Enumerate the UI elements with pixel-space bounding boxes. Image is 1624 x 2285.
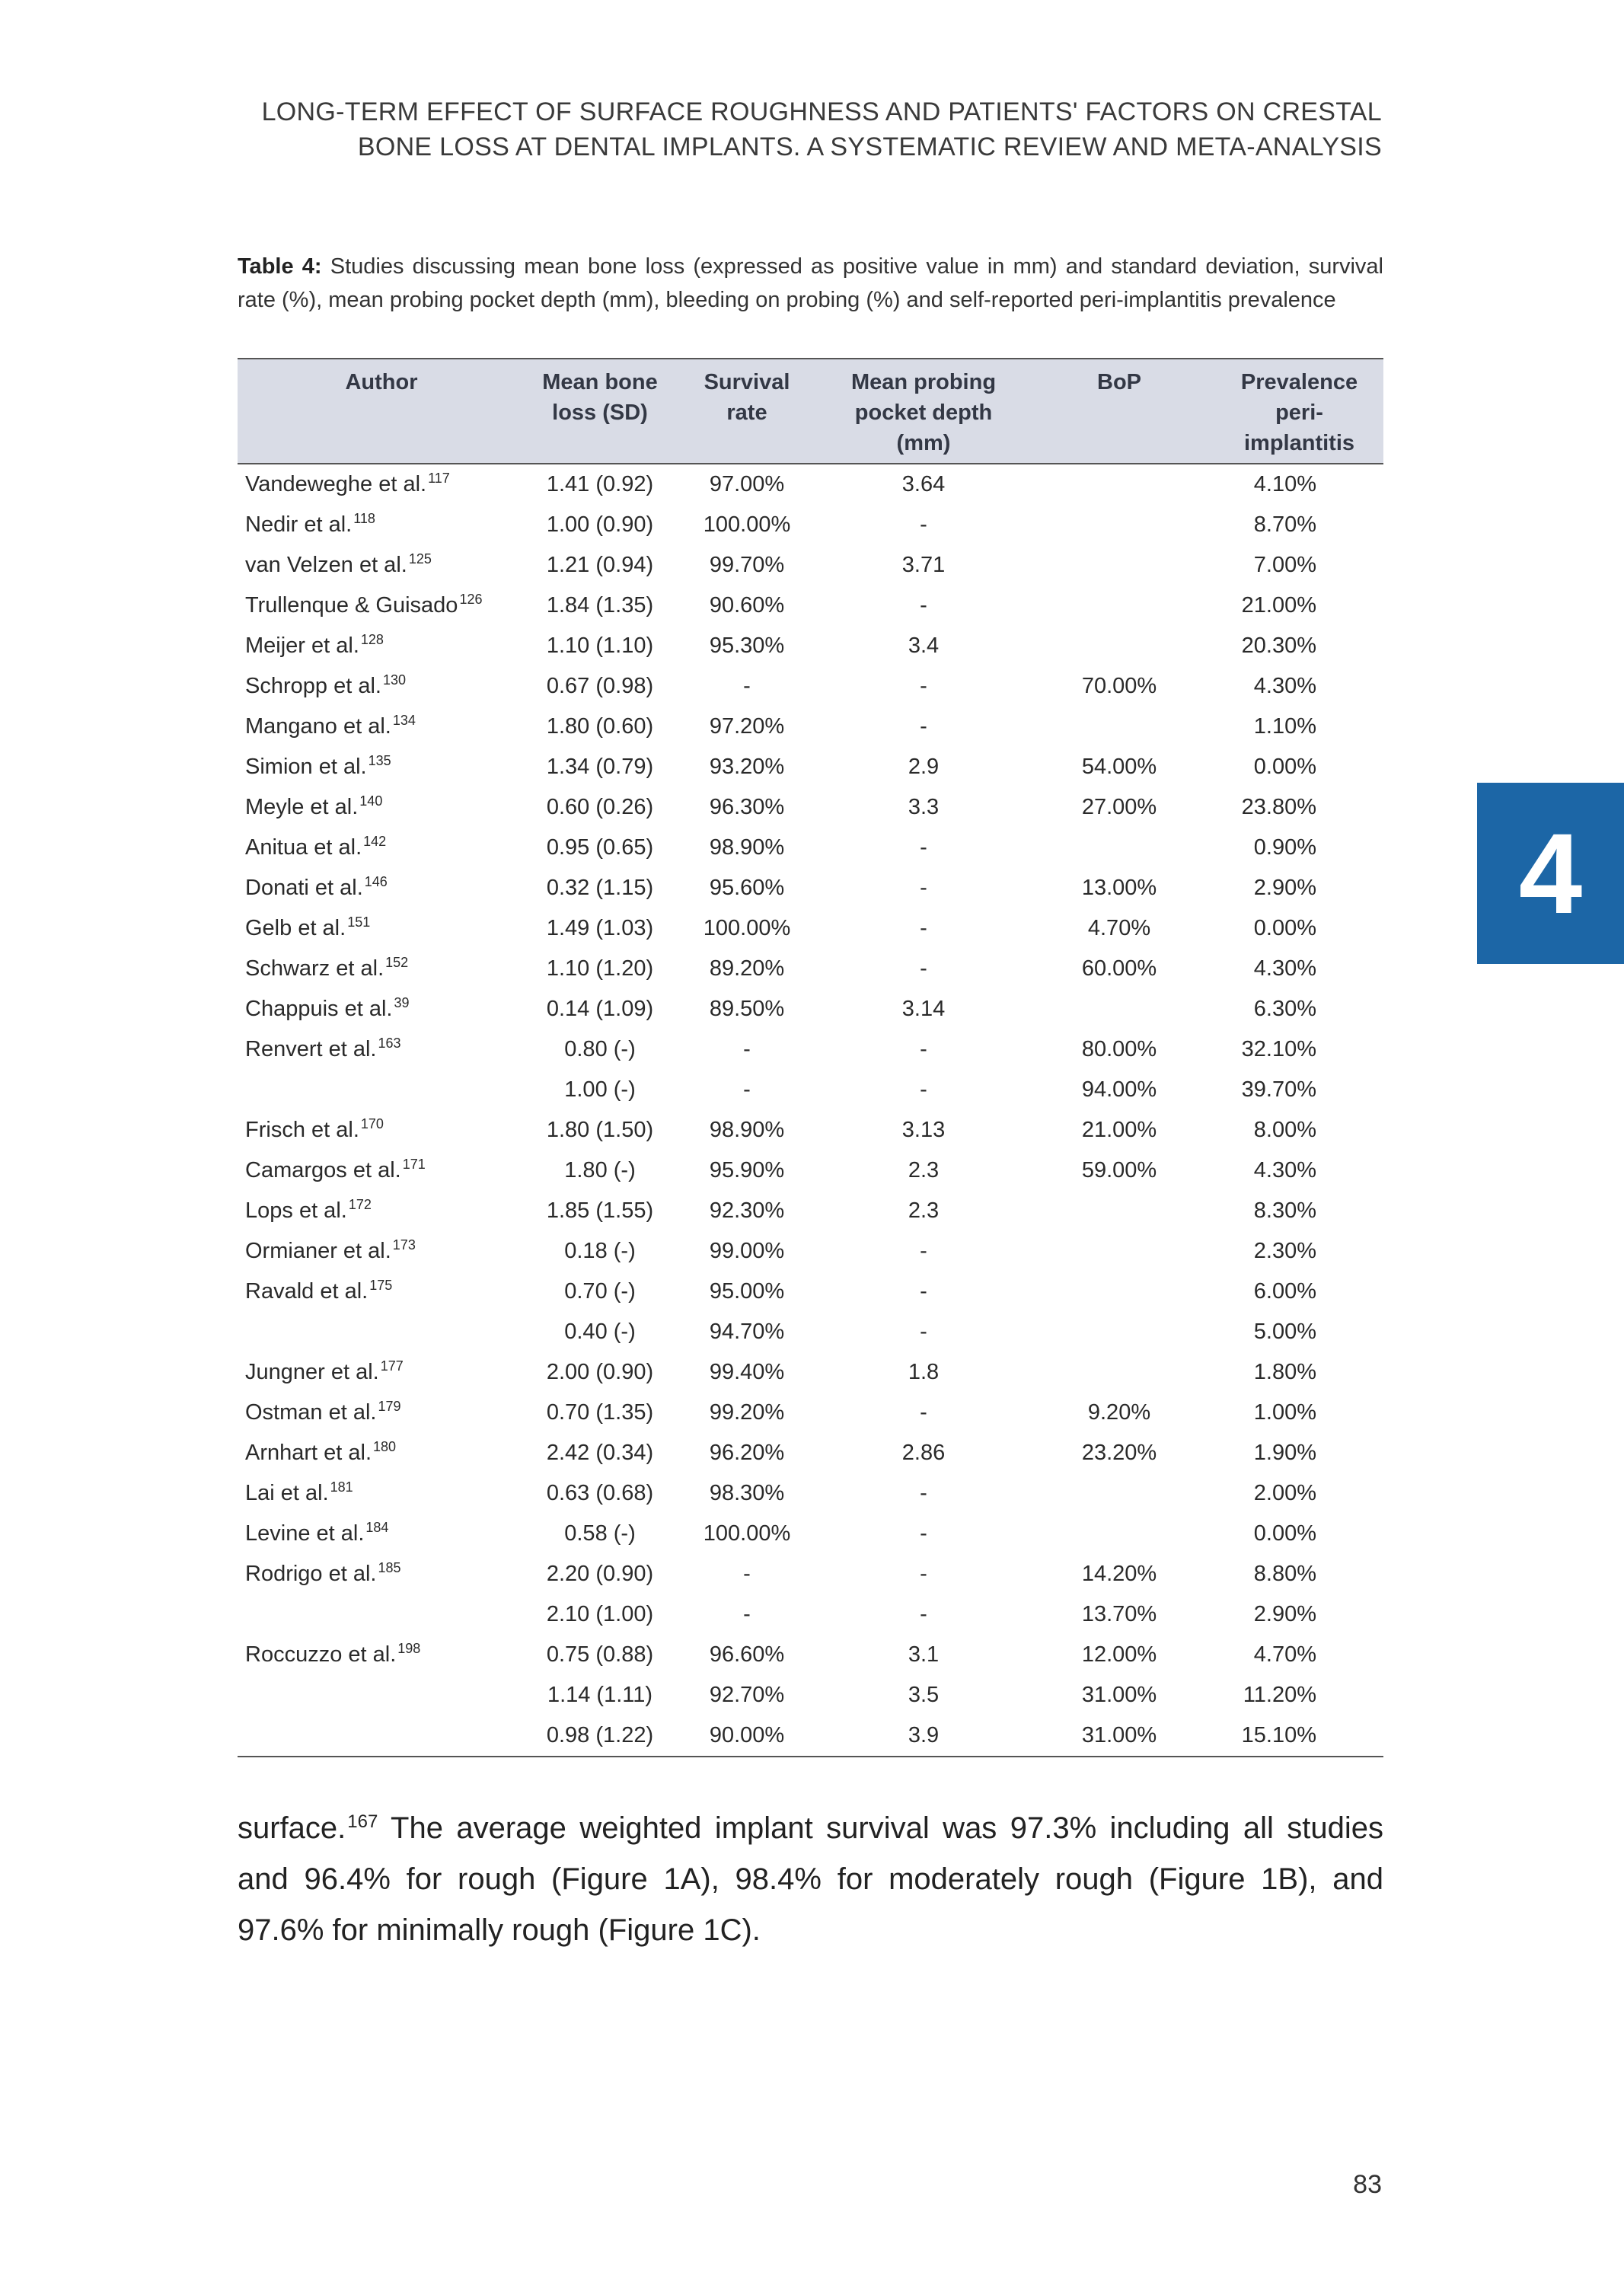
- cell-bop: 54.00%: [1081, 755, 1157, 779]
- cell-survival-rate: 99.20%: [709, 1400, 785, 1425]
- reference-number: 185: [378, 1560, 401, 1576]
- cell-prevalence: 21.00%: [1241, 593, 1316, 618]
- cell-survival-rate: 98.90%: [709, 835, 785, 860]
- cell-bop: [1023, 1352, 1215, 1393]
- cell-mean-bone-loss: 0.40 (-): [564, 1320, 636, 1344]
- cell-mean-bone-loss: 1.34 (0.79): [546, 755, 654, 779]
- cell-author: Simion et al. $^{135}$: [245, 753, 391, 779]
- cell-bop: 59.00%: [1081, 1158, 1157, 1182]
- table-row: [238, 1110, 1383, 1150]
- cell-prevalence: 1.90%: [1253, 1441, 1316, 1465]
- cell-author: Ormianer et al. $^{173}$: [245, 1237, 416, 1263]
- cell-survival-rate: -: [743, 1077, 751, 1102]
- table-row: [238, 1594, 1383, 1635]
- cell-prevalence: 1.80%: [1253, 1360, 1316, 1384]
- chapter-tab: 4: [1477, 783, 1624, 964]
- reference-number: 198: [397, 1641, 421, 1657]
- cell-probing-depth: -: [920, 876, 927, 900]
- cell-bop: 80.00%: [1081, 1037, 1157, 1061]
- cell-survival-rate: 96.20%: [709, 1441, 785, 1465]
- cell-survival-rate: 96.30%: [709, 795, 785, 819]
- cell-mean-bone-loss: 0.98 (1.22): [530, 1715, 670, 1757]
- cell-probing-depth: -: [920, 1279, 927, 1304]
- cell-survival-rate: 97.20%: [709, 714, 785, 739]
- cell-author: Chappuis et al. $^{39}$: [245, 995, 410, 1021]
- cell-survival-rate: 97.00%: [709, 472, 785, 496]
- cell-probing-depth: -: [920, 1320, 927, 1344]
- cell-prevalence: 8.70%: [1253, 512, 1316, 537]
- reference-number: 172: [348, 1197, 372, 1213]
- table-row: [238, 1393, 1383, 1433]
- cell-probing-depth: 3.3: [908, 795, 940, 819]
- table-row: [238, 1231, 1383, 1272]
- table-row: [238, 1514, 1383, 1554]
- cell-bop: [1023, 1231, 1215, 1272]
- header-mean-bone-loss: Mean bone loss (SD): [530, 359, 670, 464]
- table-row: [238, 787, 1383, 828]
- cell-mean-bone-loss: 0.63 (0.68): [546, 1481, 654, 1505]
- cell-mean-bone-loss: 0.70 (-): [564, 1279, 636, 1304]
- reference-number: 152: [385, 955, 409, 971]
- cell-bop: 9.20%: [1087, 1400, 1151, 1425]
- cell-survival-rate: 96.60%: [709, 1642, 785, 1667]
- cell-survival-rate: 93.20%: [709, 755, 785, 779]
- table-row: [238, 868, 1383, 908]
- cell-prevalence: 6.30%: [1253, 997, 1316, 1021]
- cell-probing-depth: -: [920, 1602, 927, 1626]
- cell-bop: 13.70%: [1081, 1602, 1157, 1626]
- cell-author: Lai et al. $^{181}$: [245, 1479, 353, 1505]
- cell-survival-rate: 99.70%: [709, 553, 785, 577]
- cell-mean-bone-loss: 0.95 (0.65): [546, 835, 654, 860]
- table-row: [238, 464, 1383, 505]
- cell-probing-depth: 2.9: [908, 755, 940, 779]
- table-row: [238, 545, 1383, 586]
- table-row: [238, 747, 1383, 787]
- table-row: [238, 908, 1383, 949]
- table-row: [238, 1029, 1383, 1070]
- cell-bop: 31.00%: [1023, 1715, 1215, 1757]
- cell-probing-depth: -: [920, 1077, 927, 1102]
- cell-survival-rate: 98.30%: [709, 1481, 785, 1505]
- header-author: Author: [238, 359, 530, 464]
- cell-author: [238, 1675, 530, 1715]
- cell-author: [238, 1594, 530, 1635]
- cell-prevalence: 1.00%: [1253, 1400, 1316, 1425]
- cell-prevalence: 6.00%: [1253, 1279, 1316, 1304]
- reference-number: 163: [378, 1036, 401, 1052]
- cell-probing-depth: -: [920, 674, 927, 698]
- cell-survival-rate: 95.30%: [709, 633, 785, 658]
- cell-mean-bone-loss: 1.00 (-): [564, 1077, 636, 1102]
- cell-prevalence: 8.80%: [1253, 1562, 1316, 1586]
- cell-mean-bone-loss: 1.14 (1.11): [547, 1683, 653, 1707]
- cell-mean-bone-loss: 1.49 (1.03): [546, 916, 654, 940]
- cell-prevalence: 20.30%: [1241, 633, 1316, 658]
- reference-number: 135: [368, 753, 391, 769]
- cell-prevalence: 4.70%: [1253, 1642, 1316, 1667]
- reference-number: 179: [378, 1399, 401, 1415]
- cell-author: Schropp et al. $^{130}$: [245, 672, 406, 698]
- cell-bop: [1023, 545, 1215, 586]
- cell-survival-rate: 92.30%: [709, 1198, 785, 1223]
- cell-survival-rate: 89.20%: [709, 956, 785, 981]
- table-row: [238, 1352, 1383, 1393]
- cell-survival-rate: -: [743, 1037, 751, 1061]
- cell-bop: 21.00%: [1081, 1118, 1157, 1142]
- cell-probing-depth: -: [920, 1400, 927, 1425]
- cell-probing-depth: 3.14: [901, 997, 946, 1021]
- cell-bop: [1023, 989, 1215, 1029]
- cell-prevalence: 4.30%: [1253, 674, 1316, 698]
- reference-number: 130: [382, 672, 406, 688]
- cell-mean-bone-loss: 1.84 (1.35): [546, 593, 654, 618]
- cell-author: Meyle et al. $^{140}$: [245, 793, 383, 819]
- cell-survival-rate: -: [743, 674, 751, 698]
- cell-probing-depth: 2.3: [908, 1198, 940, 1223]
- table-row: [238, 949, 1383, 989]
- cell-prevalence: 15.10%: [1215, 1715, 1383, 1757]
- cell-bop: 12.00%: [1081, 1642, 1157, 1667]
- cell-mean-bone-loss: 0.32 (1.15): [546, 876, 654, 900]
- reference-number: 126: [459, 592, 483, 608]
- cell-prevalence: 7.00%: [1253, 553, 1316, 577]
- cell-survival-rate: -: [743, 1562, 751, 1586]
- running-head-line-1: LONG-TERM EFFECT OF SURFACE ROUGHNESS AND PATIENTS' FACTORS ON CRESTAL: [261, 97, 1382, 126]
- cell-mean-bone-loss: 0.80 (-): [564, 1037, 636, 1061]
- table-row: [238, 626, 1383, 666]
- page-number: 83: [1353, 2170, 1382, 2199]
- cell-survival-rate: 95.60%: [709, 876, 785, 900]
- cell-author: Ostman et al. $^{179}$: [245, 1399, 401, 1425]
- cell-author: Nedir et al. $^{118}$: [245, 511, 375, 537]
- cell-prevalence: 1.10%: [1253, 714, 1316, 739]
- cell-probing-depth: -: [920, 1037, 927, 1061]
- cell-probing-depth: 3.5: [908, 1683, 940, 1707]
- table-body: [238, 464, 1383, 1757]
- reference-number: 173: [392, 1237, 416, 1253]
- cell-probing-depth: 2.86: [901, 1441, 946, 1465]
- cell-bop: [1023, 1272, 1215, 1312]
- reference-number: 181: [330, 1479, 353, 1495]
- cell-author: Jungner et al. $^{177}$: [245, 1358, 404, 1384]
- header-prevalence: Prevalence peri- implantitis: [1215, 359, 1383, 464]
- cell-survival-rate: 92.70%: [709, 1683, 785, 1707]
- cell-survival-rate: 90.00%: [670, 1715, 824, 1757]
- cell-author: Lops et al. $^{172}$: [245, 1197, 372, 1223]
- reference-number: 134: [392, 713, 416, 729]
- cell-prevalence: 11.20%: [1243, 1683, 1316, 1707]
- cell-mean-bone-loss: 0.70 (1.35): [546, 1400, 654, 1425]
- cell-bop: [1023, 828, 1215, 868]
- table-row: [238, 1070, 1383, 1110]
- table-row: [238, 505, 1383, 545]
- cell-survival-rate: 99.40%: [709, 1360, 785, 1384]
- cell-author: Camargos et al. $^{171}$: [245, 1157, 426, 1182]
- cell-mean-bone-loss: 0.60 (0.26): [546, 795, 654, 819]
- reference-number: 146: [364, 874, 388, 890]
- cell-survival-rate: 90.60%: [709, 593, 785, 618]
- cell-author: Trullenque & Guisado $^{126}$: [245, 592, 483, 618]
- cell-author: Schwarz et al. $^{152}$: [245, 955, 409, 981]
- table-row: [238, 1191, 1383, 1231]
- cell-bop: [1023, 626, 1215, 666]
- table-row: [238, 586, 1383, 626]
- cell-bop: [1023, 1312, 1215, 1352]
- cell-bop: [1023, 505, 1215, 545]
- cell-prevalence: 23.80%: [1241, 795, 1316, 819]
- cell-mean-bone-loss: 0.75 (0.88): [546, 1642, 654, 1667]
- cell-probing-depth: -: [920, 956, 927, 981]
- cell-probing-depth: 3.9: [824, 1715, 1023, 1757]
- cell-prevalence: 4.10%: [1253, 472, 1316, 496]
- cell-probing-depth: -: [920, 1239, 927, 1263]
- cell-author: Roccuzzo et al. $^{198}$: [245, 1641, 421, 1667]
- table-row: [238, 1150, 1383, 1191]
- reference-number: 39: [394, 995, 410, 1011]
- cell-probing-depth: 2.3: [908, 1158, 940, 1182]
- reference-number: 118: [353, 511, 375, 527]
- reference-number: 171: [402, 1157, 426, 1173]
- studies-table: [238, 358, 1383, 1757]
- cell-survival-rate: -: [743, 1602, 751, 1626]
- table-caption-label: Table 4:: [238, 254, 322, 279]
- cell-survival-rate: 89.50%: [709, 997, 785, 1021]
- reference-number: 125: [408, 551, 432, 567]
- cell-probing-depth: -: [920, 512, 927, 537]
- cell-mean-bone-loss: 1.85 (1.55): [546, 1198, 654, 1223]
- cell-bop: 94.00%: [1081, 1077, 1157, 1102]
- cell-survival-rate: 99.00%: [709, 1239, 785, 1263]
- table-row: [238, 1433, 1383, 1473]
- cell-author: Ravald et al. $^{175}$: [245, 1278, 393, 1304]
- cell-prevalence: 0.00%: [1253, 916, 1316, 940]
- reference-number: 140: [359, 793, 383, 809]
- table-row: [238, 707, 1383, 747]
- cell-probing-depth: 3.71: [901, 553, 946, 577]
- cell-author: Frisch et al. $^{170}$: [245, 1116, 384, 1142]
- cell-bop: 13.00%: [1081, 876, 1157, 900]
- cell-bop: 14.20%: [1081, 1562, 1157, 1586]
- table-row: [238, 828, 1383, 868]
- cell-prevalence: 4.30%: [1253, 1158, 1316, 1182]
- cell-prevalence: 0.00%: [1253, 755, 1316, 779]
- cell-mean-bone-loss: 2.20 (0.90): [546, 1562, 654, 1586]
- cell-mean-bone-loss: 1.10 (1.20): [546, 956, 654, 981]
- cell-prevalence: 8.30%: [1253, 1198, 1316, 1223]
- body-text: The average weighted implant survival was 97.3% including all studies and 96.4% for rough (Figure 1A), 98.4% for moderately rough (Figure 1B), and 97.6% for minimally rough (Figure 1C).: [238, 1811, 1383, 1947]
- cell-bop: 27.00%: [1081, 795, 1157, 819]
- cell-mean-bone-loss: 2.00 (0.90): [546, 1360, 654, 1384]
- body-reference: 167: [347, 1811, 378, 1832]
- cell-author: Anitua et al. $^{142}$: [245, 834, 387, 860]
- cell-mean-bone-loss: 1.21 (0.94): [546, 553, 654, 577]
- cell-author: Meijer et al. $^{128}$: [245, 632, 384, 658]
- cell-mean-bone-loss: 0.58 (-): [564, 1521, 636, 1546]
- cell-author: [238, 1070, 530, 1110]
- cell-prevalence: 8.00%: [1253, 1118, 1316, 1142]
- cell-probing-depth: -: [920, 1562, 927, 1586]
- table-row: [238, 989, 1383, 1029]
- cell-probing-depth: -: [920, 593, 927, 618]
- cell-survival-rate: 95.90%: [709, 1158, 785, 1182]
- table-row: [238, 666, 1383, 707]
- cell-bop: [1023, 1514, 1215, 1554]
- cell-survival-rate: 94.70%: [709, 1320, 785, 1344]
- reference-number: 151: [347, 914, 371, 930]
- cell-mean-bone-loss: 2.42 (0.34): [546, 1441, 654, 1465]
- cell-author: [238, 1312, 530, 1352]
- reference-number: 170: [360, 1116, 384, 1132]
- cell-author: Mangano et al. $^{134}$: [245, 713, 416, 739]
- cell-author: Vandeweghe et al. $^{117}$: [245, 471, 450, 496]
- cell-author: Renvert et al. $^{163}$: [245, 1036, 401, 1061]
- cell-mean-bone-loss: 1.10 (1.10): [546, 633, 654, 658]
- cell-probing-depth: 3.13: [901, 1118, 946, 1142]
- table-row: [238, 1473, 1383, 1514]
- reference-number: 184: [365, 1520, 389, 1536]
- table-caption-text: Studies discussing mean bone loss (expressed as positive value in mm) and standard deviation, survival rate (%), mean probing pocket depth (mm), bleeding on probing (%) and self-reported peri-implantitis prevalence: [238, 254, 1383, 312]
- header-survival-rate: Survival rate: [670, 359, 824, 464]
- cell-prevalence: 2.30%: [1253, 1239, 1316, 1263]
- cell-mean-bone-loss: 2.10 (1.00): [546, 1602, 654, 1626]
- cell-prevalence: 2.90%: [1253, 876, 1316, 900]
- cell-prevalence: 32.10%: [1241, 1037, 1316, 1061]
- header-bop: BoP: [1023, 359, 1215, 464]
- cell-author: van Velzen et al. $^{125}$: [245, 551, 432, 577]
- cell-prevalence: 0.00%: [1253, 1521, 1316, 1546]
- cell-survival-rate: 100.00%: [703, 1521, 791, 1546]
- cell-bop: 31.00%: [1081, 1683, 1157, 1707]
- header-probing-depth: Mean probing pocket depth (mm): [824, 359, 1023, 464]
- cell-bop: [1023, 1191, 1215, 1231]
- cell-bop: [1023, 707, 1215, 747]
- cell-bop: [1023, 1473, 1215, 1514]
- cell-mean-bone-loss: 1.80 (0.60): [546, 714, 654, 739]
- cell-probing-depth: -: [920, 1521, 927, 1546]
- cell-mean-bone-loss: 1.80 (1.50): [546, 1118, 654, 1142]
- running-head-line-2: BONE LOSS AT DENTAL IMPLANTS. A SYSTEMATIC REVIEW AND META-ANALYSIS: [357, 132, 1382, 161]
- cell-probing-depth: -: [920, 835, 927, 860]
- cell-bop: 60.00%: [1081, 956, 1157, 981]
- reference-number: 177: [380, 1358, 404, 1374]
- cell-survival-rate: 95.00%: [709, 1279, 785, 1304]
- cell-prevalence: 5.00%: [1253, 1320, 1316, 1344]
- cell-mean-bone-loss: 0.14 (1.09): [546, 997, 654, 1021]
- table-row: [238, 1272, 1383, 1312]
- cell-mean-bone-loss: 1.00 (0.90): [546, 512, 654, 537]
- cell-probing-depth: 3.64: [901, 472, 946, 496]
- cell-probing-depth: -: [920, 916, 927, 940]
- table-header-row: [238, 359, 1383, 464]
- cell-bop: 4.70%: [1087, 916, 1151, 940]
- cell-author: Arnhart et al. $^{180}$: [245, 1439, 397, 1465]
- cell-mean-bone-loss: 0.18 (-): [564, 1239, 636, 1263]
- body-paragraph: [238, 1803, 1383, 1956]
- cell-probing-depth: -: [920, 714, 927, 739]
- cell-probing-depth: -: [920, 1481, 927, 1505]
- body-lead: surface.: [238, 1811, 346, 1845]
- cell-prevalence: 2.90%: [1253, 1602, 1316, 1626]
- cell-author: Rodrigo et al. $^{185}$: [245, 1560, 401, 1586]
- reference-number: 128: [360, 632, 384, 648]
- cell-mean-bone-loss: 1.41 (0.92): [546, 472, 654, 496]
- cell-prevalence: 4.30%: [1253, 956, 1316, 981]
- reference-number: 142: [363, 834, 387, 850]
- cell-bop: [1023, 464, 1215, 505]
- cell-mean-bone-loss: 0.67 (0.98): [546, 674, 654, 698]
- table-row: [238, 1312, 1383, 1352]
- reference-number: 117: [428, 471, 450, 487]
- cell-prevalence: 2.00%: [1253, 1481, 1316, 1505]
- cell-bop: [1023, 586, 1215, 626]
- reference-number: 180: [373, 1439, 397, 1455]
- cell-prevalence: 0.90%: [1253, 835, 1316, 860]
- table-row: [238, 1635, 1383, 1675]
- table-row: [238, 1554, 1383, 1594]
- cell-author: Donati et al. $^{146}$: [245, 874, 388, 900]
- cell-probing-depth: 3.1: [908, 1642, 940, 1667]
- reference-number: 175: [369, 1278, 393, 1294]
- cell-author: [238, 1715, 530, 1757]
- table-row: [238, 1715, 1383, 1757]
- cell-survival-rate: 100.00%: [703, 916, 791, 940]
- cell-bop: 23.20%: [1081, 1441, 1157, 1465]
- table-caption: [238, 250, 1383, 317]
- cell-author: Levine et al. $^{184}$: [245, 1520, 389, 1546]
- running-head: [240, 94, 1382, 164]
- cell-bop: 70.00%: [1081, 674, 1157, 698]
- cell-survival-rate: 100.00%: [703, 512, 791, 537]
- cell-probing-depth: 3.4: [908, 633, 940, 658]
- cell-probing-depth: 1.8: [908, 1360, 940, 1384]
- table-row: [238, 1675, 1383, 1715]
- cell-author: Gelb et al. $^{151}$: [245, 914, 371, 940]
- cell-mean-bone-loss: 1.80 (-): [564, 1158, 636, 1182]
- cell-survival-rate: 98.90%: [709, 1118, 785, 1142]
- cell-prevalence: 39.70%: [1241, 1077, 1316, 1102]
